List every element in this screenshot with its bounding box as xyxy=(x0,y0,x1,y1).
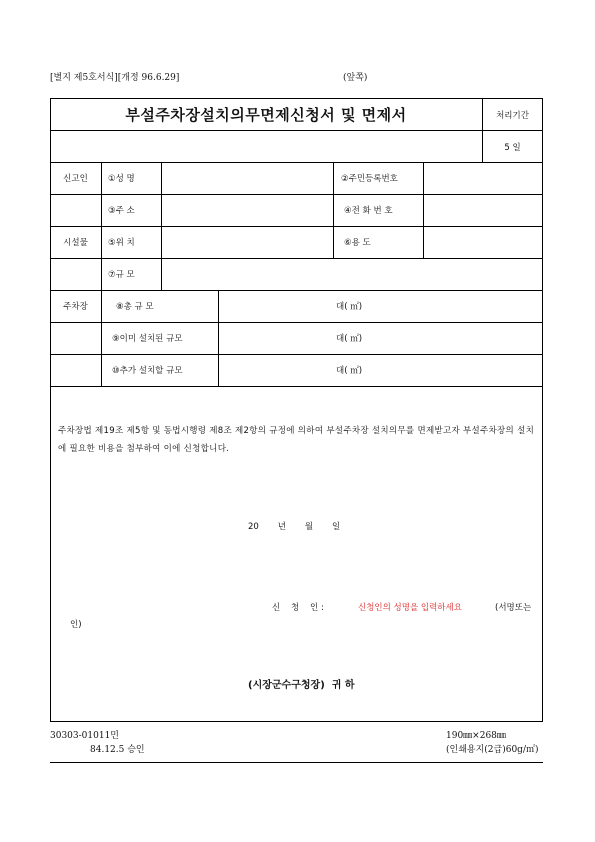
phone-label: ④전 화 번 호 xyxy=(344,206,393,216)
divider xyxy=(101,162,102,386)
approval-date: 84.12.5 승인 xyxy=(90,745,145,755)
phone-field[interactable] xyxy=(424,195,542,225)
divider xyxy=(50,386,543,387)
footer-divider xyxy=(50,762,543,763)
applicant-name-input[interactable]: 신청인의 성명을 입력하세요 xyxy=(358,603,462,613)
paper-type: (인쇄용지(2급)60g/㎡) xyxy=(446,745,539,755)
name-field[interactable] xyxy=(162,163,332,193)
use-field[interactable] xyxy=(424,227,542,257)
total-scale-label: ⑧총 규 모 xyxy=(116,302,154,312)
processing-period-value: 5 일 xyxy=(504,142,521,153)
location-label: ⑤위 치 xyxy=(108,238,135,248)
addressee: (시장군수구청장) 귀 하 xyxy=(248,680,355,691)
page-side-label: (앞쪽) xyxy=(343,73,368,83)
paper-size: 190㎜×268㎜ xyxy=(446,731,506,741)
resident-number-field[interactable] xyxy=(424,163,542,193)
divider xyxy=(218,290,219,386)
address-field[interactable] xyxy=(162,195,332,225)
scale-label: ⑦규 모 xyxy=(108,270,135,280)
additional-scale-label: ⑩추가 설치할 규모 xyxy=(112,366,183,376)
statement-text: 주차장법 제19조 제5항 및 동법시행령 제8조 제2항의 규정에 의하여 부설주차장 설치의무를 면제받고자 부설주차장의 설치에 필요한 비용을 첨부하여 이에 신청합니다. xyxy=(58,426,535,454)
address-label: ③주 소 xyxy=(108,206,135,216)
form-title: 부설주차장설치의무면제신청서 및 면제서 xyxy=(125,105,407,124)
name-label: ①성 명 xyxy=(108,174,135,184)
signature-suffix-continued: 인) xyxy=(70,620,82,630)
applicant-section-label: 신고인 xyxy=(63,174,88,184)
parking-section-label: 주차장 xyxy=(63,302,88,312)
signature-suffix: (서명또는 xyxy=(495,603,532,613)
divider xyxy=(333,162,334,258)
date-line[interactable]: 20 년 월 일 xyxy=(248,522,341,532)
facility-section-label: 시설물 xyxy=(63,238,88,248)
existing-scale-unit[interactable]: 대( ㎡) xyxy=(336,334,363,344)
form-number: [별지 제5호서식][개정 96.6.29] xyxy=(50,73,180,83)
resident-number-label: ②주민등록번호 xyxy=(341,174,398,184)
additional-scale-unit[interactable]: 대( ㎡) xyxy=(336,366,363,376)
scale-field[interactable] xyxy=(162,259,542,289)
processing-period-label: 처리기간 xyxy=(496,110,529,121)
divider xyxy=(50,130,482,131)
signature-label: 신 청 인 : xyxy=(272,603,324,613)
use-label: ⑥용 도 xyxy=(344,238,371,248)
location-field[interactable] xyxy=(162,227,332,257)
form-code: 30303-01011민 xyxy=(50,731,119,741)
total-scale-unit[interactable]: 대( ㎡) xyxy=(336,302,363,312)
existing-scale-label: ⑨이미 설치된 규모 xyxy=(112,334,183,344)
